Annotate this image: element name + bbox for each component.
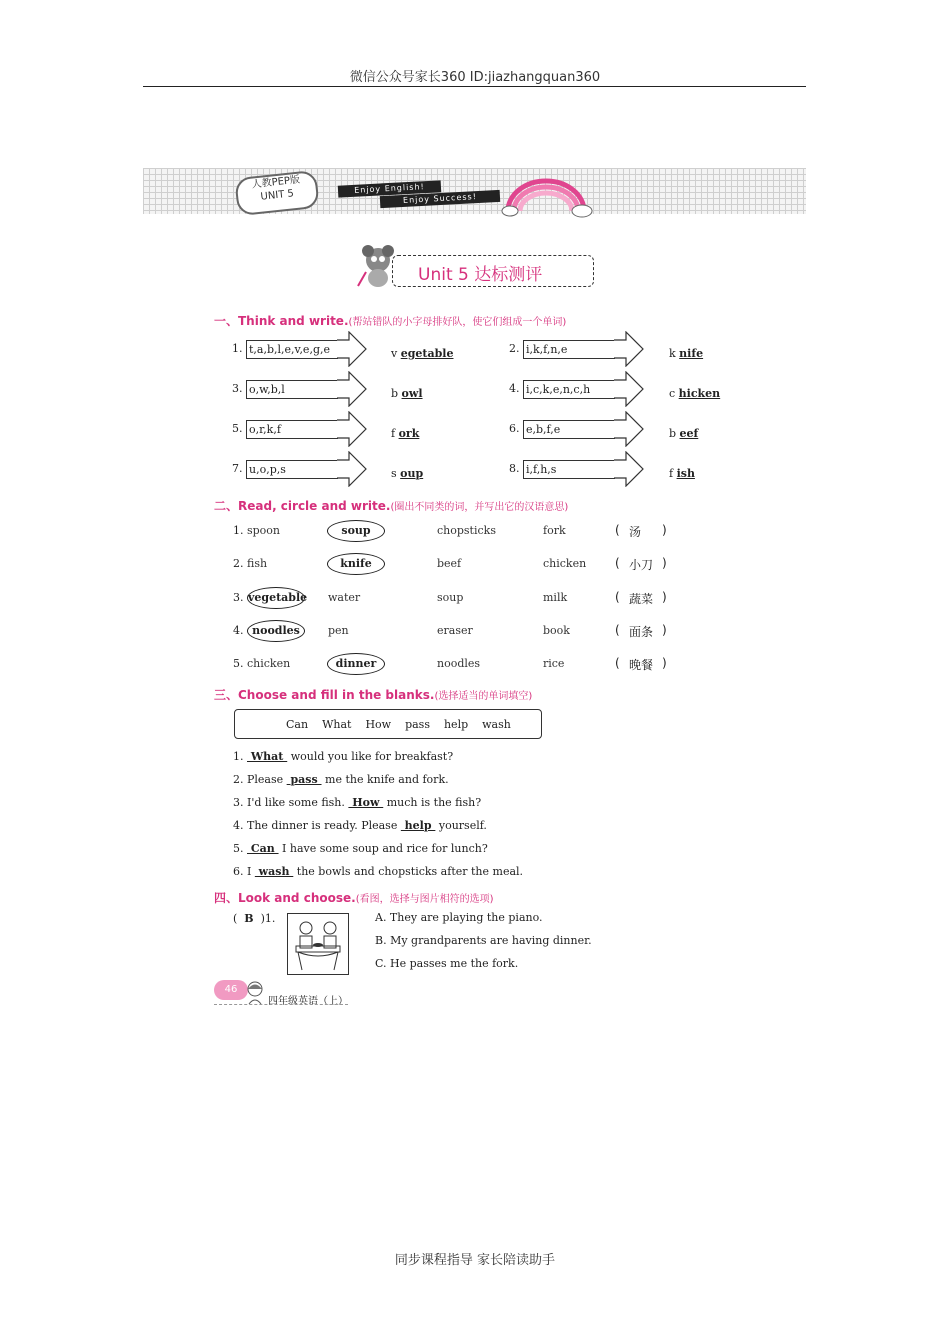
choice-option: C. He passes me the fork. <box>375 957 519 970</box>
footer-dash <box>214 1004 348 1005</box>
word-completion: ork <box>398 427 420 440</box>
fill-blank-before: I <box>247 865 255 878</box>
section4-note: (看图，选择与图片相符的选项) <box>355 894 494 905</box>
option-word: soup <box>437 591 464 604</box>
letters-box: o,r,k,f <box>246 420 338 439</box>
chinese-meaning: 蔬菜 <box>629 592 654 606</box>
option-word: chicken <box>543 557 587 570</box>
paren-close: ) <box>662 523 667 537</box>
page-number: 46 <box>214 980 248 1000</box>
word-answer <box>669 422 698 441</box>
fill-blank-num: 5. <box>233 842 247 855</box>
choice-option: B. My grandparents are having dinner. <box>375 934 592 947</box>
header-rule <box>143 86 806 87</box>
rainbow-icon <box>500 173 595 218</box>
banner-tag-enjoy-success: Enjoy Success! <box>380 190 500 208</box>
circle-row-num: 1. <box>233 524 244 537</box>
fill-blank-after: yourself. <box>435 819 487 832</box>
fill-blank-num: 6. <box>233 865 247 878</box>
word-prefix: s <box>391 467 401 480</box>
letters-box: e,b,f,e <box>523 420 615 439</box>
banner-tag-enjoy-english: Enjoy English! <box>338 180 441 197</box>
question-4-1-num: 1. <box>264 912 276 925</box>
word-bank-word: pass <box>405 718 430 731</box>
fill-blank-num: 3. <box>233 796 247 809</box>
fill-blank-line <box>233 819 487 832</box>
word-bank-word: What <box>322 718 352 731</box>
option-word: eraser <box>437 624 473 637</box>
arrow-icon <box>614 451 644 487</box>
section2-title: 二、Read, circle and write. <box>214 499 391 513</box>
word-answer <box>391 382 423 401</box>
circled-word: soup <box>327 520 385 542</box>
section2-note: (圈出不同类的词，并写出它的汉语意思) <box>390 502 569 513</box>
letters-box: u,o,p,s <box>246 460 338 479</box>
fill-blank-answer: Can <box>247 842 279 855</box>
section4-title: 四、Look and choose. <box>214 891 356 905</box>
option-word: milk <box>543 591 568 604</box>
word-completion: egetable <box>400 347 454 360</box>
word-answer <box>669 342 703 361</box>
letters-box: i,k,f,n,e <box>523 340 615 359</box>
fill-blank-line <box>233 750 453 763</box>
fill-blank-line <box>233 842 488 855</box>
page-header: 微信公众号家长360 ID:jiazhangquan360 <box>349 70 601 85</box>
word-bank-word: Can <box>286 718 309 731</box>
girl-icon <box>244 980 266 1004</box>
letters-box: i,c,k,e,n,c,h <box>523 380 615 399</box>
paren-open: ( <box>615 590 620 604</box>
badge-line2: UNIT 5 <box>260 188 295 203</box>
choice-option: A. They are playing the piano. <box>375 911 543 924</box>
letters-box: t,a,b,l,e,v,e,g,e <box>246 340 338 359</box>
arrow-icon <box>337 451 367 487</box>
fill-blank-answer: How <box>348 796 384 809</box>
think-write-num: 6. <box>509 422 520 435</box>
think-write-num: 2. <box>509 342 520 355</box>
fill-blank-answer: help <box>400 819 436 832</box>
paren-open: ( <box>615 623 620 637</box>
think-write-num: 7. <box>232 462 243 475</box>
fill-blank-line <box>233 796 481 809</box>
letters-box: o,w,b,l <box>246 380 338 399</box>
circle-row-num: 5. <box>233 657 244 670</box>
fill-blank-num: 4. <box>233 819 247 832</box>
word-prefix: c <box>669 387 679 400</box>
word-bank-word: wash <box>482 718 511 731</box>
circled-word: dinner <box>327 653 385 675</box>
paren-close: ) <box>662 656 667 670</box>
fill-blank-num: 2. <box>233 773 247 786</box>
arrow-icon <box>337 331 367 367</box>
option-word: spoon <box>247 524 281 537</box>
word-completion: eef <box>679 427 699 440</box>
letters-box: i,f,h,s <box>523 460 615 479</box>
section3-title: 三、Choose and fill in the blanks. <box>214 688 435 702</box>
word-prefix: v <box>391 347 401 360</box>
option-word: chicken <box>247 657 291 670</box>
circle-row-num: 2. <box>233 557 244 570</box>
word-answer <box>669 462 695 481</box>
chinese-meaning: 小刀 <box>629 558 654 572</box>
paren-close: ) <box>662 623 667 637</box>
arrow-icon <box>614 371 644 407</box>
section1-heading <box>214 312 566 329</box>
fill-blank-line <box>233 865 523 878</box>
word-prefix: b <box>391 387 402 400</box>
paren-open: ( <box>615 523 620 537</box>
think-write-num: 1. <box>232 342 243 355</box>
word-completion: nife <box>679 347 704 360</box>
fill-blank-before: I'd like some fish. <box>247 796 349 809</box>
word-completion: oup <box>400 467 424 480</box>
word-answer <box>391 422 419 441</box>
section2-heading <box>214 497 568 514</box>
badge-line1: 人教PEP版 <box>251 174 301 191</box>
word-completion: ish <box>676 467 695 480</box>
paren-close: ) <box>662 556 667 570</box>
paren-open: ( <box>615 556 620 570</box>
question-4-1: ( B )1. <box>233 912 276 925</box>
option-word: chopsticks <box>437 524 496 537</box>
option-word: noodles <box>437 657 481 670</box>
arrow-icon <box>337 411 367 447</box>
fill-blank-num: 1. <box>233 750 247 763</box>
circled-word: noodles <box>247 620 305 642</box>
word-bank <box>286 718 525 731</box>
fill-blank-after: much is the fish? <box>383 796 482 809</box>
section1-note: (帮站错队的小字母排好队，使它们组成一个单词) <box>348 317 567 328</box>
paren-close: ) <box>662 590 667 604</box>
fill-blank-answer: wash <box>254 865 294 878</box>
section3-note: (选择适当的单词填空) <box>434 691 533 702</box>
word-answer <box>669 382 720 401</box>
option-word: water <box>328 591 361 604</box>
chinese-meaning: 汤 <box>629 525 642 539</box>
option-word: fish <box>247 557 268 570</box>
circled-word: knife <box>327 553 385 575</box>
word-prefix: k <box>669 347 680 360</box>
option-word: pen <box>328 624 349 637</box>
word-prefix: b <box>669 427 680 440</box>
word-answer <box>391 342 453 361</box>
chinese-meaning: 晚餐 <box>629 658 654 672</box>
think-write-num: 8. <box>509 462 520 475</box>
fill-blank-line <box>233 773 449 786</box>
word-prefix: f <box>391 427 399 440</box>
think-write-num: 5. <box>232 422 243 435</box>
circle-row-num: 3. <box>233 591 244 604</box>
option-word: beef <box>437 557 462 570</box>
word-prefix: f <box>669 467 677 480</box>
fill-blank-answer: What <box>247 750 288 763</box>
section3-heading <box>214 686 532 703</box>
word-completion: owl <box>401 387 423 400</box>
answer-4-1: B <box>244 912 254 925</box>
fill-blank-after: would you like for breakfast? <box>287 750 454 763</box>
fill-blank-answer: pass <box>286 773 322 786</box>
option-word: rice <box>543 657 565 670</box>
page-footer: 同步课程指导 家长陪读助手 <box>394 1253 556 1268</box>
fill-blank-before: The dinner is ready. Please <box>247 819 401 832</box>
section1-title: 一、Think and write. <box>214 314 349 328</box>
chinese-meaning: 面条 <box>629 625 654 639</box>
unit-title: Unit 5 达标测评 <box>418 265 543 285</box>
option-word: book <box>543 624 570 637</box>
section4-heading <box>214 889 494 906</box>
option-word: fork <box>543 524 566 537</box>
fill-blank-before: Please <box>247 773 287 786</box>
arrow-icon <box>614 411 644 447</box>
word-completion: hicken <box>678 387 721 400</box>
arrow-icon <box>614 331 644 367</box>
word-answer <box>391 462 423 481</box>
grandparents-dinner-illustration <box>287 913 349 975</box>
think-write-num: 3. <box>232 382 243 395</box>
book-name: 四年级英语（上） <box>268 996 348 1007</box>
think-write-num: 4. <box>509 382 520 395</box>
fill-blank-after: I have some soup and rice for lunch? <box>278 842 488 855</box>
circle-row-num: 4. <box>233 624 244 637</box>
fill-blank-after: the bowls and chopsticks after the meal. <box>293 865 524 878</box>
circled-word: vegetable <box>247 587 305 609</box>
word-bank-word: How <box>365 718 392 731</box>
arrow-icon <box>337 371 367 407</box>
word-bank-word: help <box>443 718 469 731</box>
fill-blank-after: me the knife and fork. <box>321 773 449 786</box>
paren-open: ( <box>615 656 620 670</box>
